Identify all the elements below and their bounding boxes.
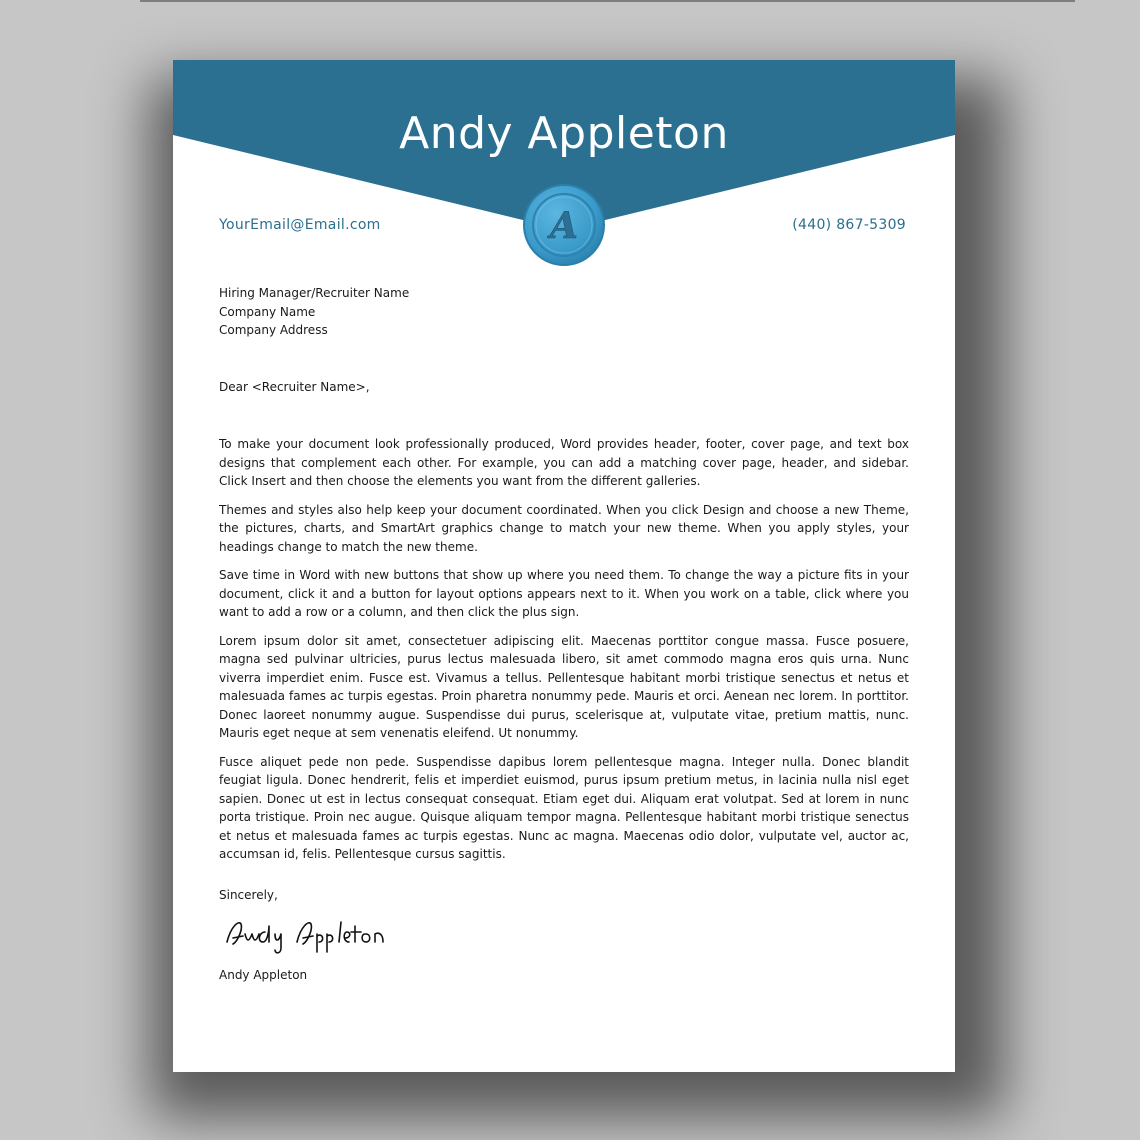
recipient-company-line: Company Name bbox=[219, 304, 316, 319]
recipient-address-line: Company Address bbox=[219, 323, 328, 337]
recipient-name-line: Hiring Manager/Recruiter Name bbox=[219, 286, 410, 300]
recipient-block bbox=[219, 284, 909, 340]
letter-body bbox=[219, 435, 909, 874]
background-top-rule bbox=[140, 0, 1075, 2]
letter-page bbox=[173, 60, 955, 1072]
body-paragraph: Save time in Word with new buttons that show up where you need them. To change the way a picture fits in your document, click it and a button for layout options appears next to it. When you work on a table, click where you want to add a row or a column, and then click the plus sign. bbox=[219, 568, 909, 619]
signer-name: Andy Appleton bbox=[219, 968, 308, 982]
body-paragraph: To make your document look professionally produced, Word provides header, footer, cover page, and text box designs that complement each other. For example, you can add a matching cover page, header, and sidebar. Click Insert and then choose the elements you want from the different galleries. bbox=[219, 437, 909, 488]
monogram-seal-icon bbox=[522, 183, 606, 267]
salutation: Dear <Recruiter Name>, bbox=[219, 380, 370, 394]
contact-email: YourEmail@Email.com bbox=[219, 217, 381, 233]
contact-phone: (440) 867-5309 bbox=[792, 217, 906, 233]
applicant-name-title: Andy Appleton bbox=[399, 108, 729, 159]
body-paragraph: Fusce aliquet pede non pede. Suspendisse dapibus lorem pellentesque magna. Integer nulla. Donec blandit feugiat ligula. Donec hendrerit, felis et imperdiet euismod, purus ipsum pretium metus, in lacinia nulla nisl eget sapien. Donec ut est in lectus consequat consequat. Etiam eget dui. Aliquam erat volutpat. Sed at lorem in nunc porta tristique. Proin nec augue. Quisque aliquam tempor magna. Pellentesque habitant morbi tristique senectus et netus et malesuada fames ac turpis egestas. Nunc ac magna. Maecenas odio dolor, vulputate vel, auctor ac, accumsan id, felis. Pellentesque cursus sagittis. bbox=[219, 754, 909, 861]
monogram-letter: A bbox=[550, 205, 578, 247]
closing-line: Sincerely, bbox=[219, 888, 278, 902]
body-paragraph: Themes and styles also help keep your document coordinated. When you click Design and choose a new Theme, the pictures, charts, and SmartArt graphics change to match your new theme. When you apply styles, your headings change to match the new theme. bbox=[219, 502, 909, 554]
body-paragraph: Lorem ipsum dolor sit amet, consectetuer adipiscing elit. Maecenas porttitor congue massa. Fusce posuere, magna sed pulvinar ultricies, purus lectus malesuada libero, sit amet commodo magna eros quis urna. Nunc viverra imperdiet enim. Fusce est. Vivamus a tellus. Pellentesque habitant morbi tristique senectus et netus et malesuada fames ac turpis egestas. Proin pharetra nonummy pede. Mauris et orci. Aenean nec lorem. In porttitor. Donec laoreet nonummy augue. Suspendisse dui purus, scelerisque at, vulputate vitae, pretium mattis, nunc. Mauris eget neque at sem venenatis eleifend. Ut nonummy. bbox=[219, 633, 909, 740]
handwritten-signature bbox=[219, 912, 399, 956]
